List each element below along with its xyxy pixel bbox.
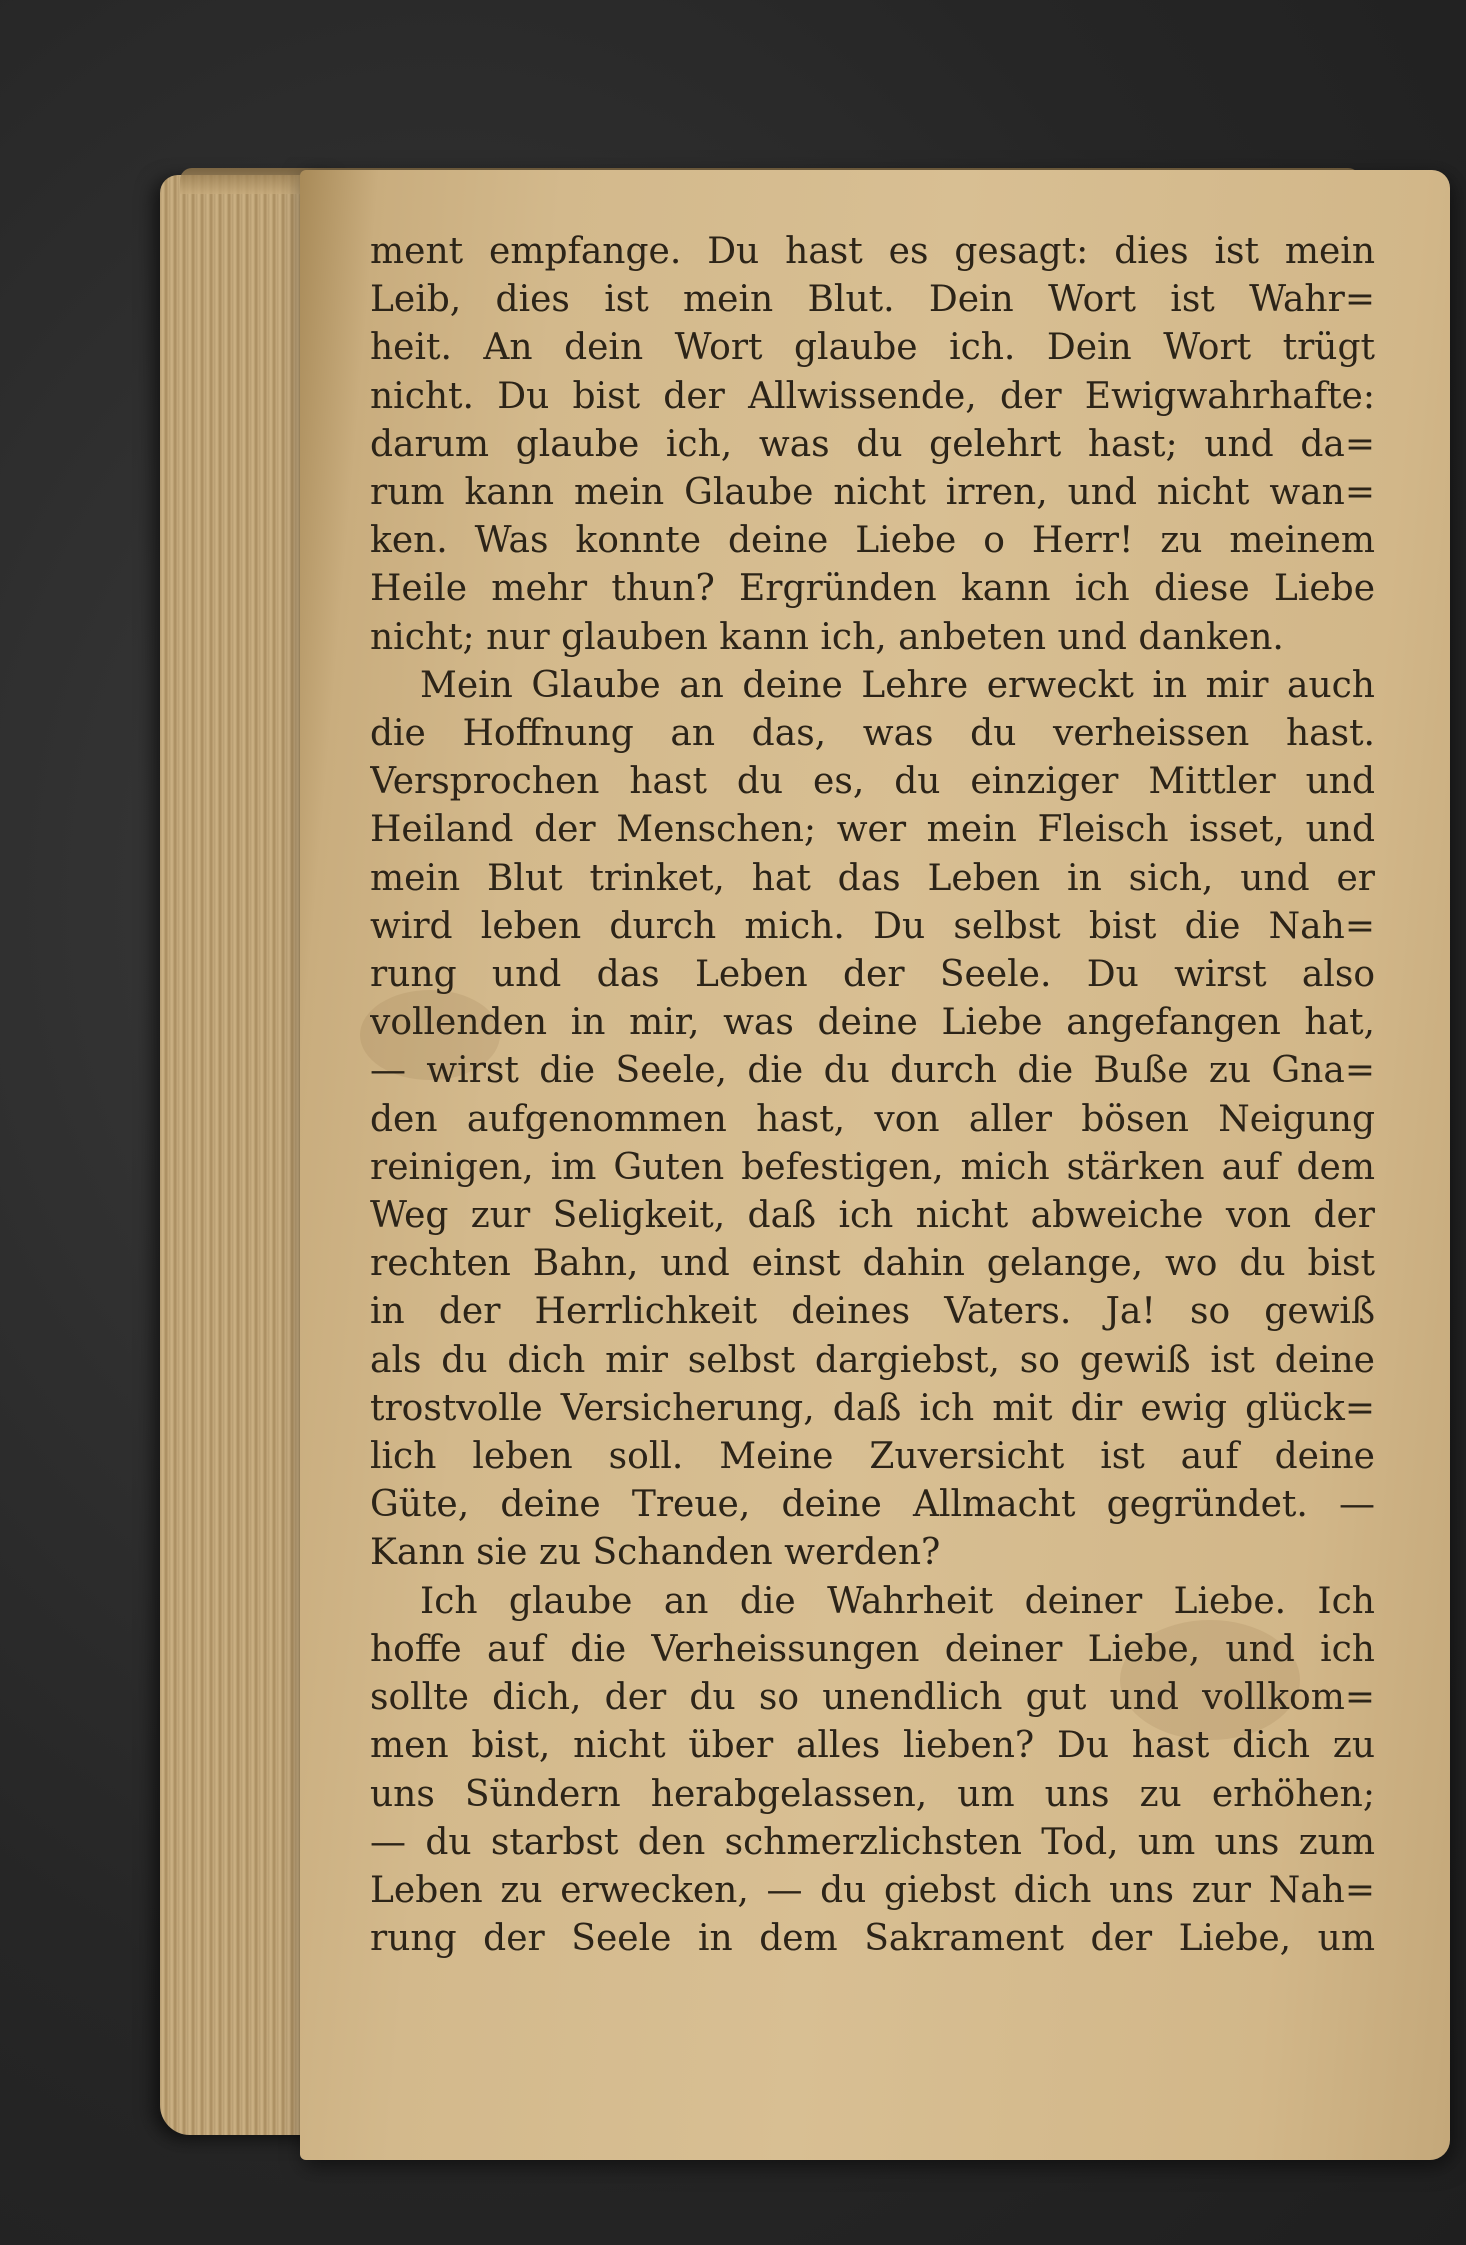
text-line: men bist, nicht über alles lieben? Du hast dich zu <box>370 1725 1375 1767</box>
text-line: — du starbst den schmerzlichsten Tod, um uns zum <box>370 1821 1375 1863</box>
text-line: vollenden in mir, was deine Liebe angefangen hat, <box>370 1002 1375 1044</box>
text-line: darum glaube ich, was du gelehrt hast; und da= <box>370 423 1375 465</box>
paragraph-1 <box>370 228 1375 662</box>
text-line: sollte dich, der du so unendlich gut und vollkom= <box>370 1677 1375 1719</box>
text-line: die Hoffnung an das, was du verheissen hast. <box>370 713 1375 755</box>
text-line: rechten Bahn, und einst dahin gelange, wo du bist <box>370 1243 1375 1285</box>
paragraph-3 <box>370 1578 1375 1964</box>
text-line: den aufgenommen hast, von aller bösen Neigung <box>370 1098 1375 1140</box>
text-line: — wirst die Seele, die du durch die Buße zu Gna= <box>370 1050 1375 1092</box>
text-line: uns Sündern herabgelassen, um uns zu erhöhen; <box>370 1773 1375 1815</box>
text-line: nicht; nur glauben kann ich, anbeten und danken. <box>370 616 1284 658</box>
text-line: nicht. Du bist der Allwissende, der Ewigwahrhafte: <box>370 375 1375 417</box>
text-line: als du dich mir selbst dargiebst, so gewiß ist deine <box>370 1339 1375 1381</box>
text-line: rung und das Leben der Seele. Du wirst also <box>370 954 1375 996</box>
text-line: trostvolle Versicherung, daß ich mit dir ewig glück= <box>370 1387 1375 1429</box>
text-line: reinigen, im Guten befestigen, mich stärken auf dem <box>370 1146 1375 1188</box>
text-line: Kann sie zu Schanden werden? <box>370 1532 941 1574</box>
page-text <box>370 228 1375 1963</box>
text-line: heit. An dein Wort glaube ich. Dein Wort trügt <box>370 327 1375 369</box>
text-line: Heile mehr thun? Ergründen kann ich diese Liebe <box>370 568 1375 610</box>
text-line: Güte, deine Treue, deine Allmacht gegründet. — <box>370 1484 1375 1526</box>
text-line: Mein Glaube an deine Lehre erweckt in mir auch <box>420 664 1375 706</box>
text-line: Heiland der Menschen; wer mein Fleisch isset, und <box>370 809 1375 851</box>
text-line: lich leben soll. Meine Zuversicht ist auf deine <box>370 1436 1375 1478</box>
text-line: in der Herrlichkeit deines Vaters. Ja! so gewiß <box>370 1291 1375 1333</box>
text-line: Ich glaube an die Wahrheit deiner Liebe. Ich <box>420 1580 1375 1622</box>
text-line: ment empfange. Du hast es gesagt: dies ist mein <box>370 231 1375 272</box>
text-line: ken. Was konnte deine Liebe o Herr! zu meinem <box>370 520 1375 562</box>
text-line: Leib, dies ist mein Blut. Dein Wort ist Wahr= <box>370 279 1375 321</box>
text-line: hoffe auf die Verheissungen deiner Liebe, und ich <box>370 1628 1375 1670</box>
text-line: Versprochen hast du es, du einziger Mittler und <box>370 761 1375 803</box>
paragraph-2 <box>370 662 1375 1578</box>
text-line: Weg zur Seligkeit, daß ich nicht abweiche von der <box>370 1195 1375 1237</box>
text-line: mein Blut trinket, hat das Leben in sich, und er <box>370 857 1375 899</box>
text-line: wird leben durch mich. Du selbst bist die Nah= <box>370 905 1375 947</box>
text-line: rum kann mein Glaube nicht irren, und nicht wan= <box>370 472 1375 514</box>
text-line: Leben zu erwecken, — du giebst dich uns zur Nah= <box>370 1869 1375 1911</box>
text-line: rung der Seele in dem Sakrament der Liebe, um <box>370 1918 1375 1960</box>
